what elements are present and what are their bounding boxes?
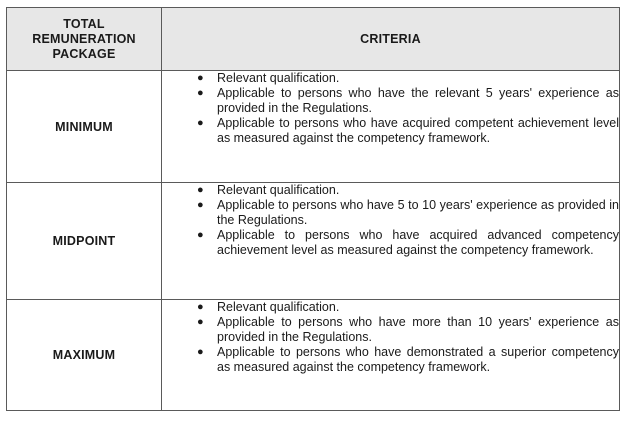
bullet-icon: ● <box>197 346 204 358</box>
criteria-item <box>197 86 619 116</box>
criteria-text: Applicable to persons who have more than 10 years' experience as provided in the Regulations. <box>217 315 619 344</box>
bullet-icon: ● <box>197 316 204 328</box>
criteria-text: Applicable to persons who have 5 to 10 years' experience as provided in the Regulations. <box>217 198 619 227</box>
header-line: REMUNERATION <box>32 31 136 46</box>
remuneration-criteria-table <box>6 7 620 411</box>
table-row-minimum <box>7 71 620 183</box>
criteria-text: Relevant qualification. <box>217 71 340 85</box>
criteria-text: Applicable to persons who have acquired competent achievement level as measured against the competency framework. <box>217 116 619 145</box>
criteria-text: Relevant qualification. <box>217 183 340 197</box>
criteria-list <box>162 71 619 146</box>
criteria-item <box>197 345 619 375</box>
criteria-text: Applicable to persons who have demonstrated a superior competency as measured against the competency framework. <box>217 345 619 374</box>
criteria-text: Applicable to persons who have the relevant 5 years' experience as provided in the Regulations. <box>217 86 619 115</box>
criteria-list <box>162 183 619 258</box>
bullet-icon: ● <box>197 117 204 129</box>
criteria-cell <box>162 300 620 411</box>
criteria-text: Relevant qualification. <box>217 300 340 314</box>
criteria-item <box>197 116 619 146</box>
level-label: MIDPOINT <box>7 183 162 300</box>
bullet-icon: ● <box>197 184 204 196</box>
table-header-row <box>7 8 620 71</box>
level-label: MAXIMUM <box>7 300 162 411</box>
header-total-remuneration-package <box>7 8 162 71</box>
header-line: PACKAGE <box>52 46 116 61</box>
criteria-list <box>162 300 619 375</box>
bullet-icon: ● <box>197 229 204 241</box>
bullet-icon: ● <box>197 72 204 84</box>
criteria-item <box>197 300 619 315</box>
bullet-icon: ● <box>197 301 204 313</box>
table-row-midpoint <box>7 183 620 300</box>
table-row-maximum <box>7 300 620 411</box>
criteria-item <box>197 228 619 258</box>
criteria-item <box>197 198 619 228</box>
criteria-cell <box>162 183 620 300</box>
criteria-text: Applicable to persons who have acquired advanced competency achievement level as measured against the competency framework. <box>217 228 619 257</box>
bullet-icon: ● <box>197 199 204 211</box>
criteria-item <box>197 183 619 198</box>
header-criteria: CRITERIA <box>162 8 620 71</box>
criteria-item <box>197 71 619 86</box>
bullet-icon: ● <box>197 87 204 99</box>
header-line: TOTAL <box>63 16 105 31</box>
criteria-item <box>197 315 619 345</box>
level-label: MINIMUM <box>7 71 162 183</box>
criteria-cell <box>162 71 620 183</box>
